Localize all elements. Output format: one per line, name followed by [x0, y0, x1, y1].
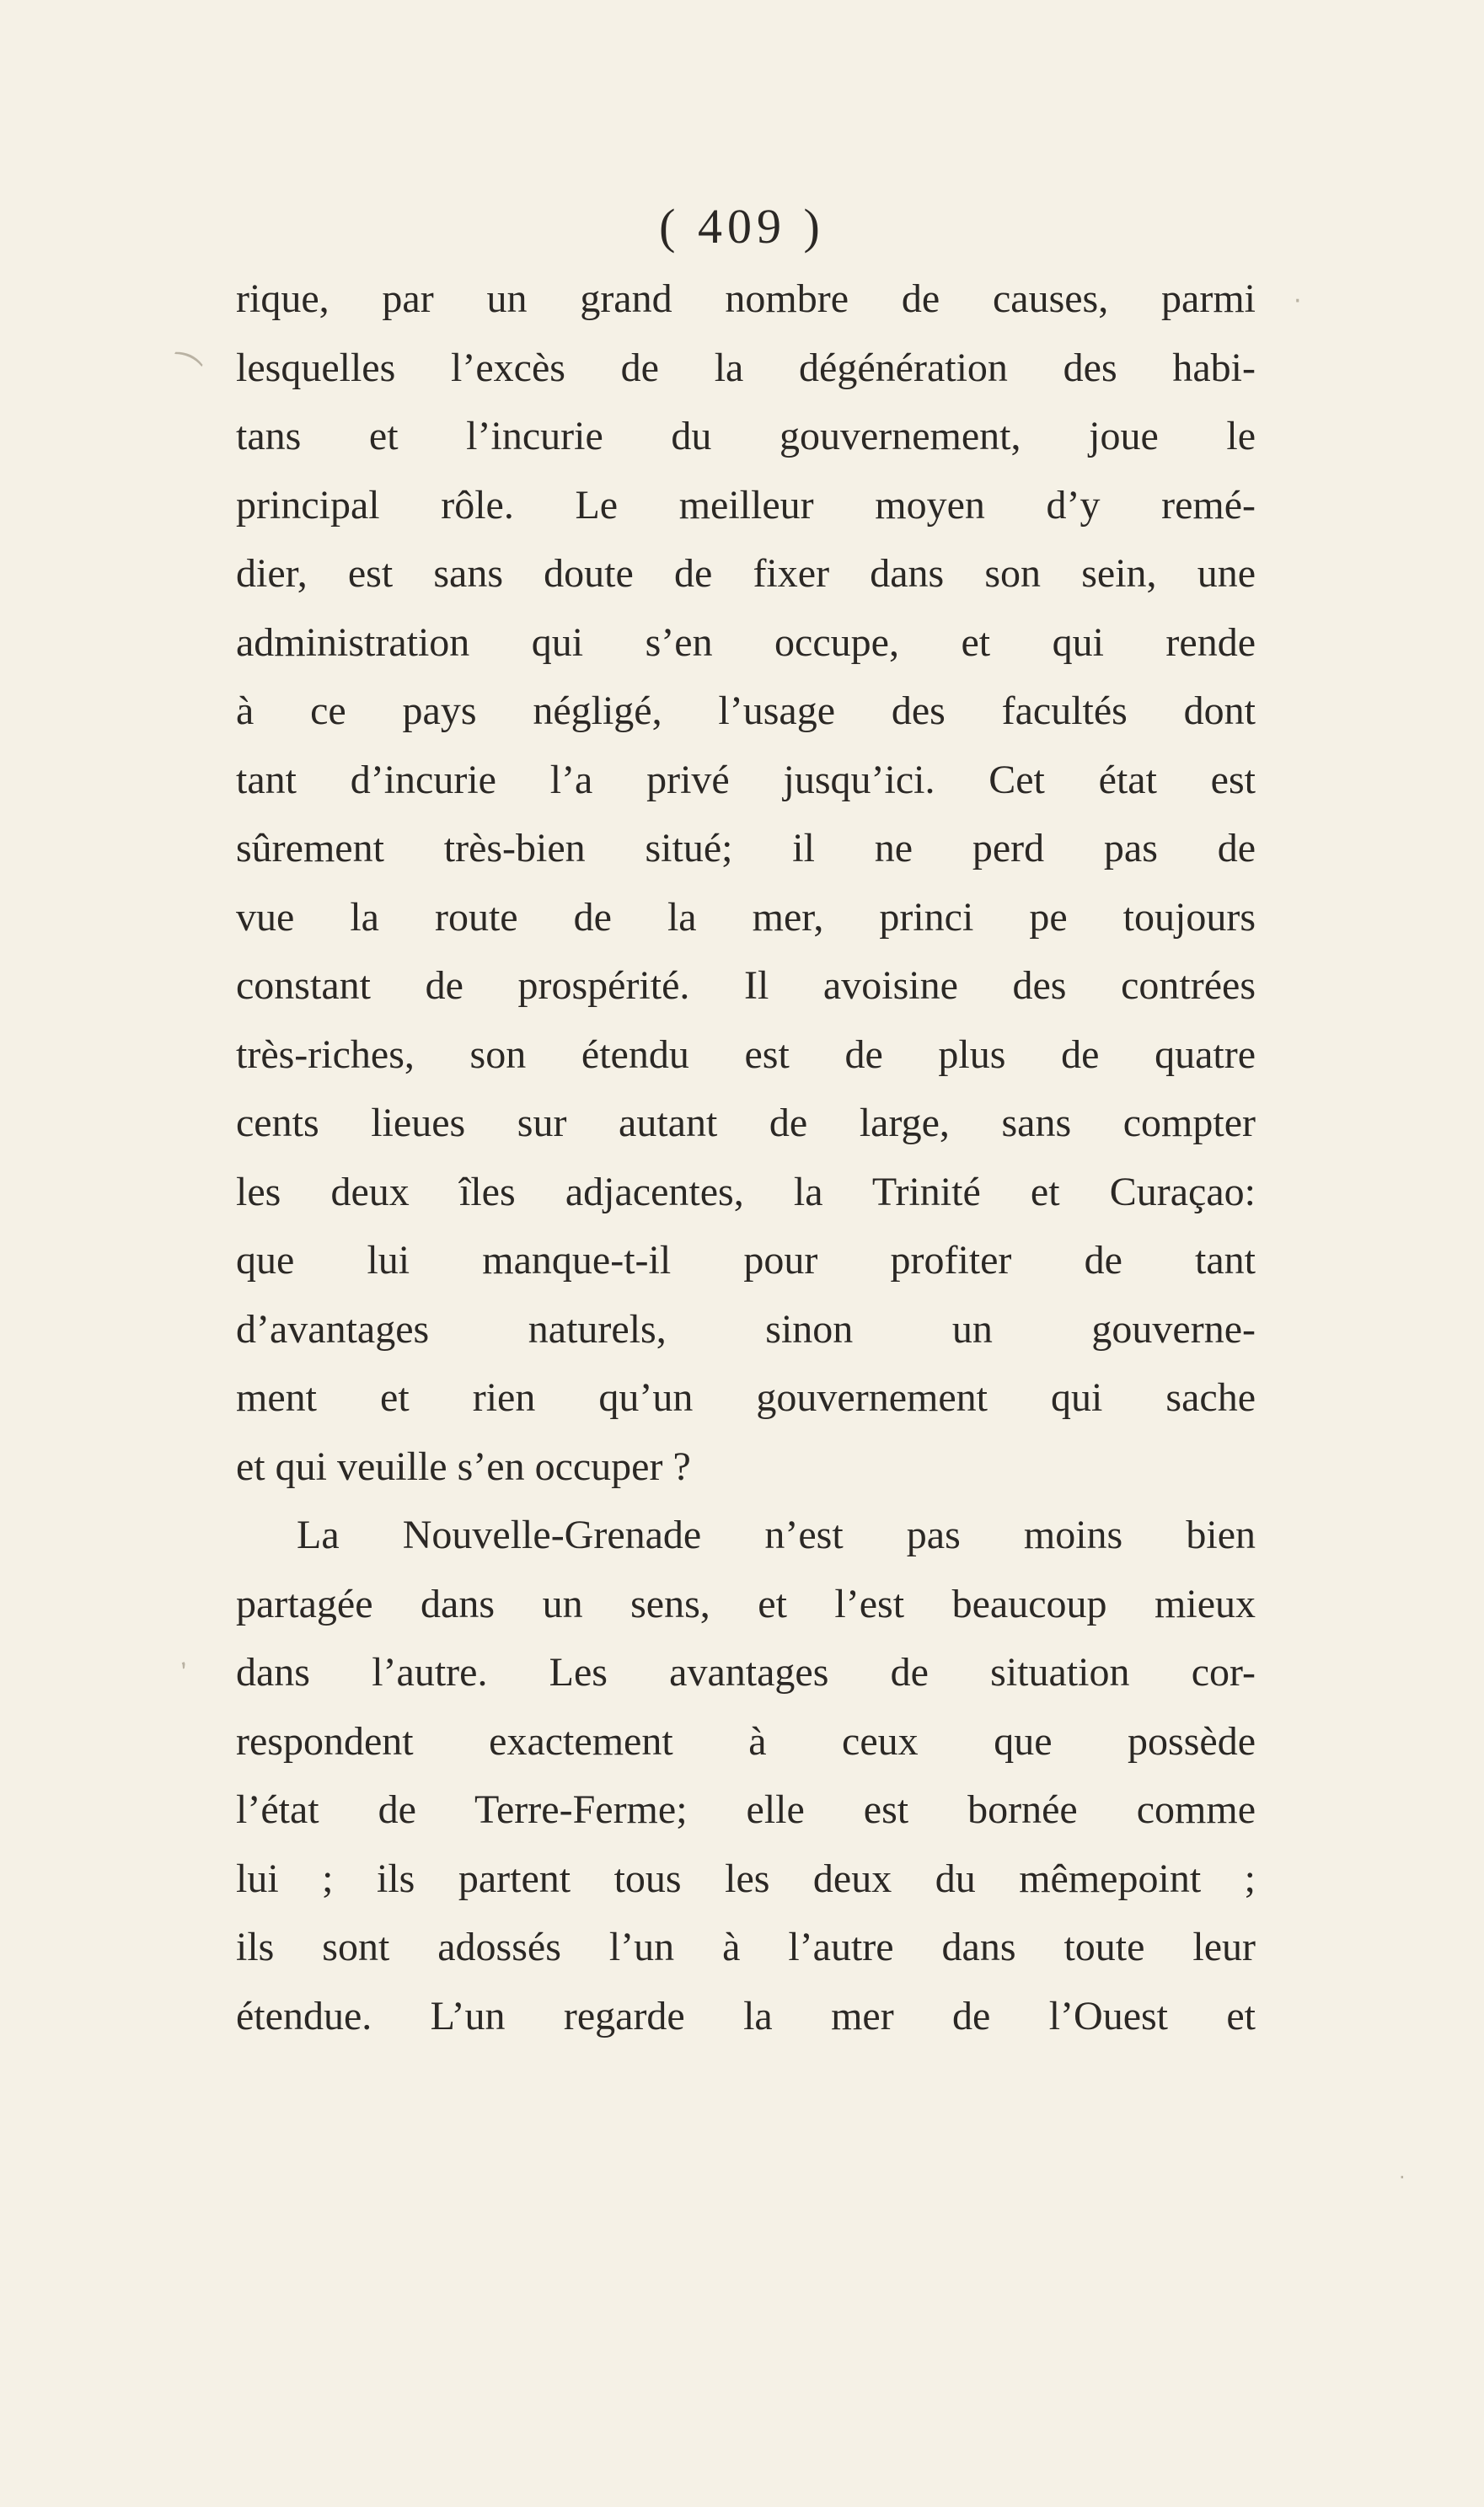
text-line: respondent exactement à ceux que possède: [236, 1718, 1256, 1764]
text-line: étendue. L’un regarde la mer de l’Ouest et: [236, 1993, 1256, 2038]
text-line: tans et l’incurie du gouvernement, joue le: [236, 414, 1256, 458]
text-line: dier, est sans doute de fixer dans son sein, une: [236, 551, 1256, 596]
text-line: que lui manque-t-il pour profiter de tant: [236, 1238, 1256, 1283]
text-line: vue la route de la mer, princi pe toujours: [236, 894, 1256, 940]
text-line: principal rôle. Le meilleur moyen d’y remé-: [236, 482, 1256, 528]
text-line: et qui veuille s’en occuper ?: [236, 1444, 691, 1489]
text-line: dans l’autre. Les avantages de situation cor-: [236, 1650, 1256, 1695]
text-line: l’état de Terre-Ferme; elle est bornée comme: [236, 1787, 1256, 1832]
text-line: cents lieues sur autant de large, sans compter: [236, 1101, 1256, 1145]
ink-speck-icon: ·: [1294, 287, 1302, 316]
page-number: ( 409 ): [659, 199, 825, 254]
text-line: lesquelles l’excès de la dégénération des habi-: [236, 345, 1256, 390]
text-line: ment et rien qu’un gouvernement qui sache: [236, 1375, 1256, 1420]
ink-mark-icon: ‚: [172, 1642, 190, 1674]
text-line: La Nouvelle-Grenade n’est pas moins bien: [297, 1513, 1256, 1557]
text-line: les deux îles adjacentes, la Trinité et Curaçao:: [236, 1169, 1256, 1214]
text-line: constant de prospérité. Il avoisine des contrées: [236, 963, 1256, 1008]
text-line: administration qui s’en occupe, et qui rende: [236, 619, 1256, 665]
body-text: [236, 265, 1256, 2050]
text-line: lui ; ils partent tous les deux du mêmepoint ;: [236, 1856, 1256, 1901]
text-line: tant d’incurie l’a privé jusqu’ici. Cet état est: [236, 757, 1256, 802]
text-line: rique, par un grand nombre de causes, parmi: [236, 276, 1256, 321]
text-line: à ce pays négligé, l’usage des facultés dont: [236, 688, 1256, 733]
text-line: partagée dans un sens, et l’est beaucoup mieux: [236, 1581, 1256, 1626]
text-line: très-riches, son étendu est de plus de quatre: [236, 1031, 1256, 1077]
text-line: ils sont adossés l’un à l’autre dans toute leur: [236, 1925, 1256, 1969]
text-line: sûrement très-bien situé; il ne perd pas de: [236, 826, 1256, 870]
ink-speck-icon: ·: [1399, 2166, 1406, 2189]
text-line: d’avantages naturels, sinon un gouverne-: [236, 1306, 1256, 1352]
ink-mark-icon: ⁀: [161, 350, 203, 397]
